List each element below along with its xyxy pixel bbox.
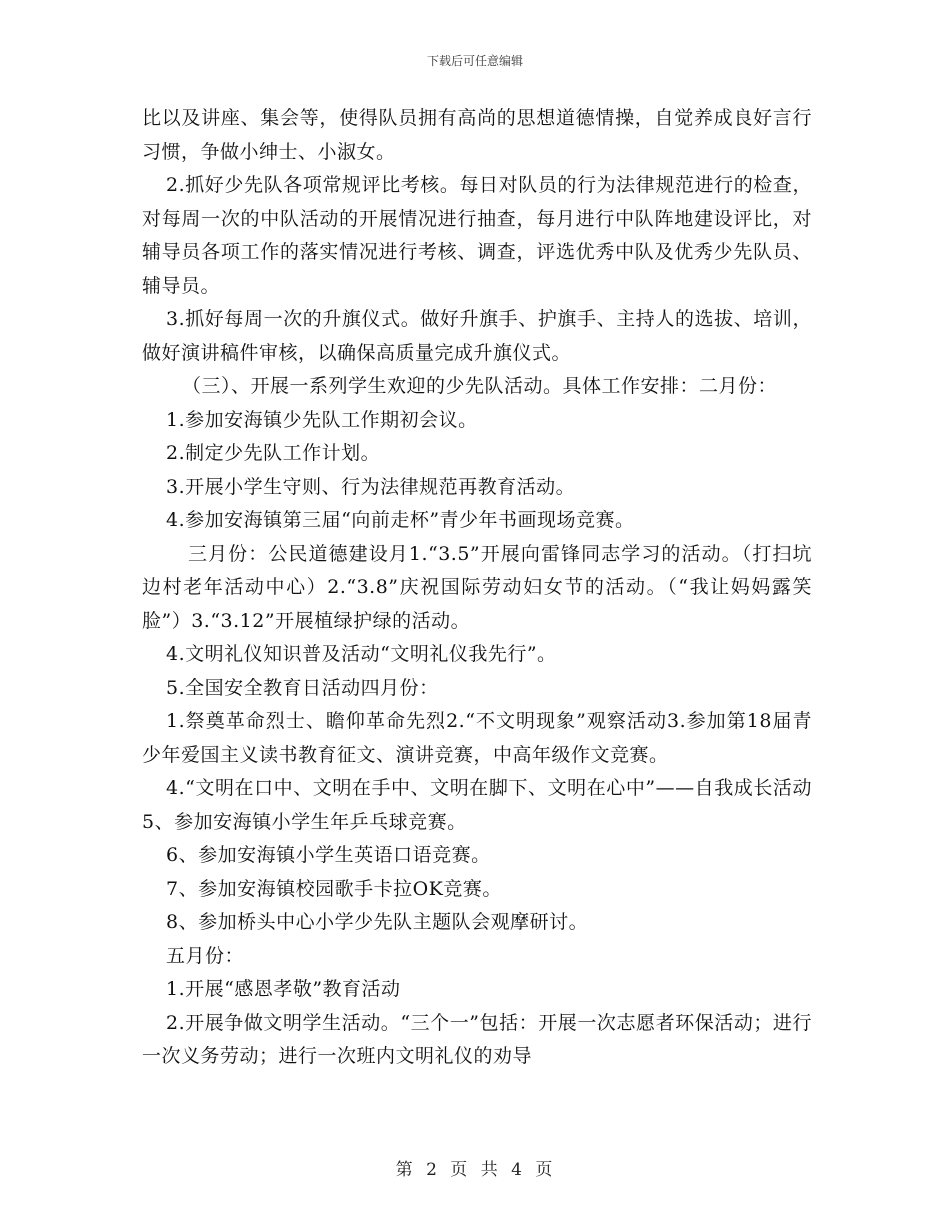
paragraph-5: 1.参加安海镇少先队工作期初会议。 xyxy=(166,408,478,431)
paragraph-16: 8、参加桥头中心小学少先队主题队会观摩研讨。 xyxy=(166,911,589,933)
page-header: 下载后可任意编辑 xyxy=(426,54,523,68)
paragraph-11: 5.全国安全教育日活动四月份： xyxy=(166,676,439,699)
paragraph-19: 2.开展争做文明学生活动。“三个一”包括：开展一次志愿者环保活动；进行一次义务劳动；进行一次班内文明礼仪的劝导 xyxy=(142,1011,812,1067)
paragraph-12: 1.祭奠革命烈士、瞻仰革命先烈2.“不文明现象”观察活动3.参加第18届青少年爱国主义读书教育征文、演讲竞赛，中高年级作文竞赛。 xyxy=(142,710,812,766)
paragraph-1: 比以及讲座、集会等，使得队员拥有高尚的思想道德情操，自觉养成良好言行习惯，争做小绅士、小淑女。 xyxy=(142,107,812,163)
paragraph-2: 2.抓好少先队各项常规评比考核。每日对队员的行为法律规范进行的检查，对每周一次的中队活动的开展情况进行抽查，每月进行中队阵地建设评比，对辅导员各项工作的落实情况进行考核、调查，评选优秀中队及优秀少先队员、辅导员。 xyxy=(142,174,812,297)
page-number: 第 2 页 共 4 页 xyxy=(395,1160,555,1180)
paragraph-17: 五月份： xyxy=(166,944,245,967)
paragraph-4: （三）、开展一系列学生欢迎的少先队活动。具体工作安排：二月份： xyxy=(182,375,778,397)
paragraph-15: 7、参加安海镇校园歌手卡拉OK竞赛。 xyxy=(166,877,502,900)
paragraph-8: 4.参加安海镇第三届“向前走杯”青少年书画现场竞赛。 xyxy=(166,509,635,531)
paragraph-14: 6、参加安海镇小学生英语口语竞赛。 xyxy=(166,844,491,866)
paragraph-7: 3.开展小学生守则、行为法律规范再教育活动。 xyxy=(166,475,576,498)
paragraph-9: 三月份：公民道德建设月1.“3.5”开展向雷锋同志学习的活动。（打扫坑边村老年活动中心）2.“3.8”庆祝国际劳动妇女节的活动。（“我让妈妈露笑脸”）3.“3.12”开展植绿护绿的活动。 xyxy=(142,542,812,632)
paragraph-3: 3.抓好每周一次的升旗仪式。做好升旗手、护旗手、主持人的选拔、培训，做好演讲稿件审核，以确保高质量完成升旗仪式。 xyxy=(142,308,812,364)
paragraph-10: 4.文明礼仪知识普及活动“文明礼仪我先行”。 xyxy=(166,643,557,665)
paragraph-6: 2.制定少先队工作计划。 xyxy=(166,442,381,464)
paragraph-18: 1.开展“感恩孝敬”教育活动 xyxy=(166,978,401,1000)
document-body xyxy=(142,102,812,1074)
paragraph-13: 4.“文明在口中、文明在手中、文明在脚下、文明在心中”——自我成长活动5、参加安海镇小学生年乒乓球竞赛。 xyxy=(142,777,812,833)
